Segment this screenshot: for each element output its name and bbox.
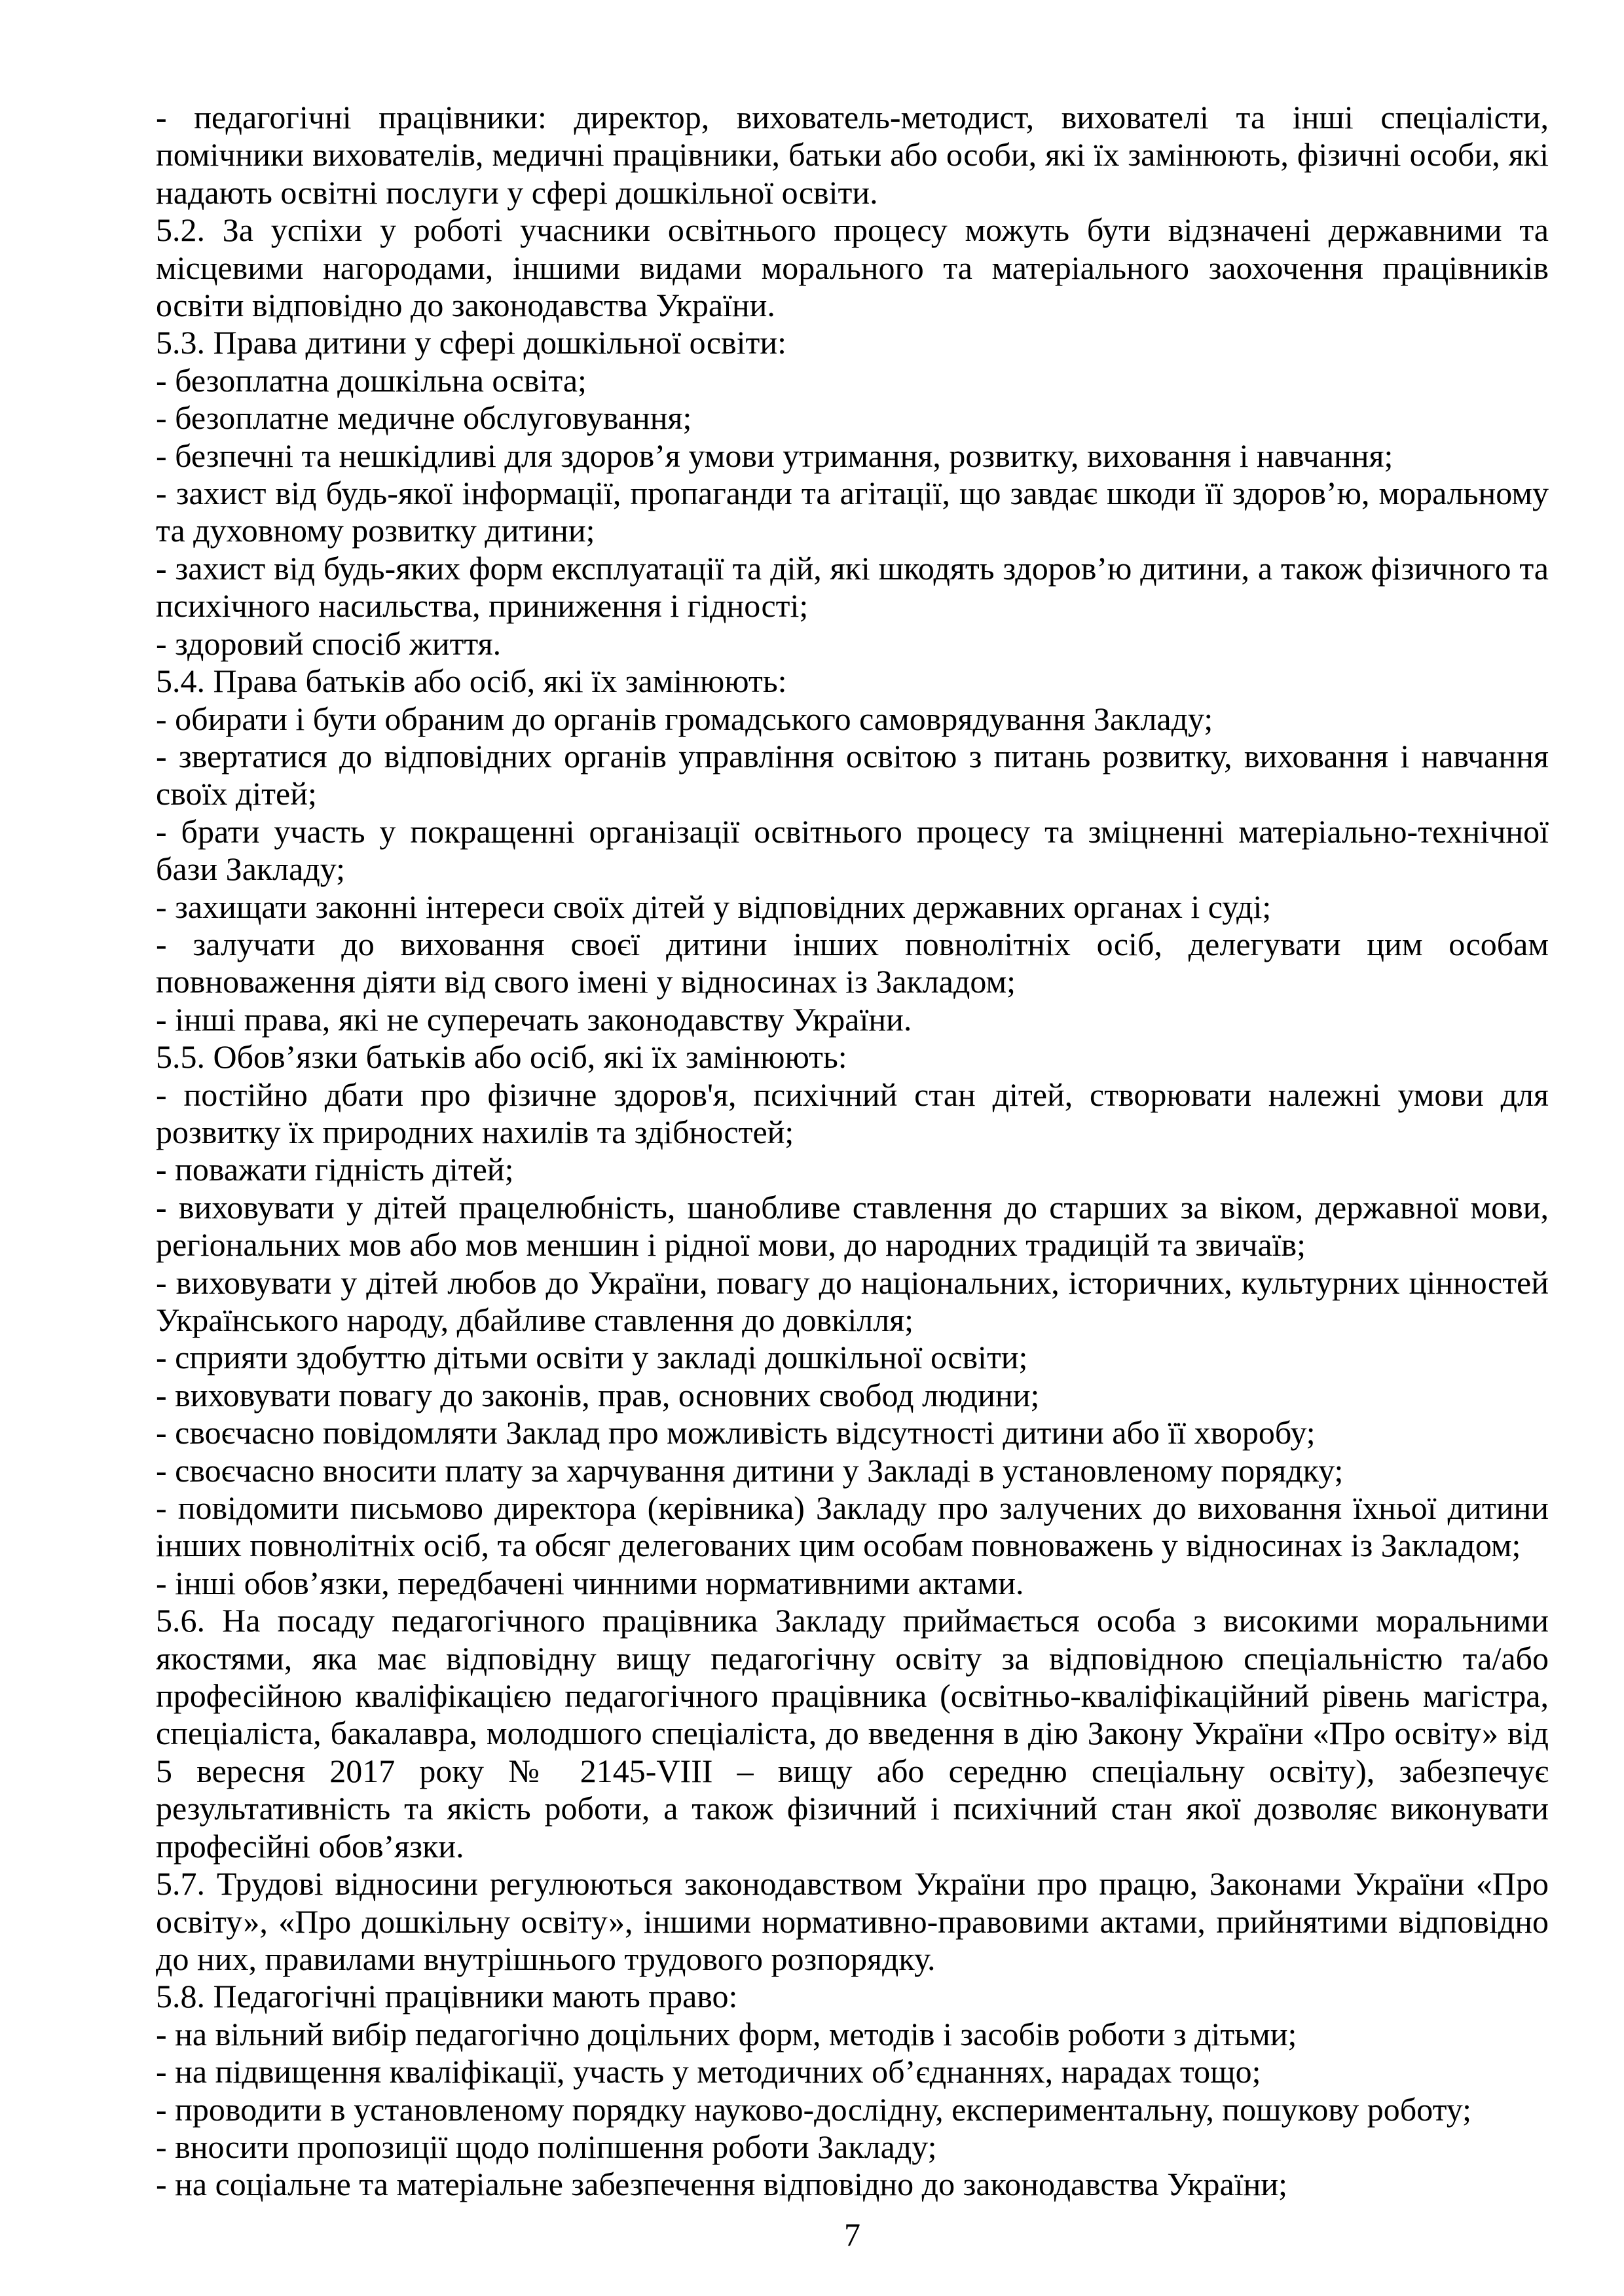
section-paragraph: 5.8. Педагогічні працівники мають право: <box>156 1978 738 2015</box>
list-item: - на соціальне та матеріальне забезпечення відповідно до законодавства України; <box>156 2166 1288 2203</box>
section-paragraph: 5.7. Трудові відносини регулюються законодавством України про працю, Законами України «Про освіту», «Про дошкільну освіту», іншими нормативно-правовими актами, прийнятими відповідно до них, правилами внутрішнього трудового розпорядку. <box>156 1865 1549 1977</box>
list-item: - сприяти здобуттю дітьми освіти у закладі дошкільної освіти; <box>156 1339 1028 1376</box>
list-item: - обирати і бути обраним до органів громадського самоврядування Закладу; <box>156 700 1213 737</box>
list-item: - вносити пропозиції щодо поліпшення роботи Закладу; <box>156 2128 937 2165</box>
list-item: - виховувати у дітей любов до України, повагу до національних, історичних, культурних цінностей Українського народу, дбайливе ставлення до довкілля; <box>156 1264 1549 1338</box>
list-item: - повідомити письмово директора (керівника) Закладу про залучених до виховання їхньої дитини інших повнолітніх осіб, та обсяг делегованих цим особам повноважень у відносинах із Закладом; <box>156 1489 1549 1564</box>
list-item: - залучати до виховання своєї дитини інших повнолітніх осіб, делегувати цим особам повноваження діяти від свого імені у відносинах із Закладом; <box>156 925 1549 1000</box>
list-item: - інші права, які не суперечать законодавству України. <box>156 1000 912 1038</box>
list-item: - виховувати повагу до законів, прав, основних свобод людини; <box>156 1376 1040 1413</box>
list-item: - педагогічні працівники: директор, вихователь-методист, вихователі та інші спеціалісти, помічники вихователів, медичні працівники, батьки або особи, які їх замінюють, фізичні особи, які надають освітні послуги у сфері дошкільної освіти. <box>156 99 1549 211</box>
list-item: - здоровий спосіб життя. <box>156 625 502 662</box>
list-item: - безоплатне медичне обслуговування; <box>156 399 692 437</box>
list-item: - постійно дбати про фізичне здоров'я, психічний стан дітей, створювати належні умови для розвитку їх природних нахилів та здібностей; <box>156 1076 1549 1150</box>
list-item: - на вільний вибір педагогічно доцільних форм, методів і засобів роботи з дітьми; <box>156 2015 1297 2052</box>
document-body <box>156 99 1549 2204</box>
list-item: - поважати гідність дітей; <box>156 1151 514 1188</box>
list-item: - проводити в установленому порядку науково-дослідну, експериментальну, пошукову роботу; <box>156 2090 1472 2128</box>
list-item: - брати участь у покращенні організації освітнього процесу та зміцненні матеріально-технічної бази Закладу; <box>156 812 1549 888</box>
section-paragraph: 5.3. Права дитини у сфері дошкільної освіти: <box>156 324 787 361</box>
list-item: - своєчасно вносити плату за харчування дитини у Закладі в установленому порядку; <box>156 1451 1344 1489</box>
list-item: - захист від будь-якої інформації, пропаганди та агітації, що завдає шкоди її здоров’ю, моральному та духовному розвитку дитини; <box>156 475 1549 549</box>
list-item: - безоплатна дошкільна освіта; <box>156 361 587 399</box>
section-paragraph: 5.4. Права батьків або осіб, які їх замінюють: <box>156 663 787 700</box>
section-paragraph: 5.6. На посаду педагогічного працівника Закладу приймається особа з високими моральними якостями, яка має відповідну вищу педагогічну освіту за відповідною спеціальністю та/або професійною кваліфікацією педагогічного працівника (освітньо-кваліфікаційний рівень магістра, спеціаліста, бакалавра, молодшого спеціаліста, до введення в дію Закону України «Про освіту» від 5 вересня 2017 року № 2145-VIII – вищу або середню спеціальну освіту), забезпечує результативність та якість роботи, а також фізичний і психічний стан якої дозволяє виконувати професійні обов’язки. <box>156 1602 1549 1865</box>
page-number: 7 <box>844 2216 860 2253</box>
list-item: - на підвищення кваліфікації, участь у методичних об’єднаннях, нарадах тощо; <box>156 2053 1261 2090</box>
list-item: - звертатися до відповідних органів управління освітою з питань розвитку, виховання і навчання своїх дітей; <box>156 737 1549 812</box>
section-paragraph: 5.5. Обов’язки батьків або осіб, які їх замінюють: <box>156 1038 847 1076</box>
list-item: - безпечні та нешкідливі для здоров’я умови утримання, розвитку, виховання і навчання; <box>156 437 1393 474</box>
list-item: - своєчасно повідомляти Заклад про можливість відсутності дитини або її хворобу; <box>156 1414 1316 1451</box>
list-item: - виховувати у дітей працелюбність, шанобливе ставлення до старших за віком, державної мови, регіональних мов або мов меншин і рідної мови, до народних традицій та звичаїв; <box>156 1188 1549 1264</box>
list-item: - захищати законні інтереси своїх дітей у відповідних державних органах і суді; <box>156 888 1272 925</box>
list-item: - інші обов’язки, передбачені чинними нормативними актами. <box>156 1564 1024 1601</box>
section-paragraph: 5.2. За успіхи у роботі учасники освітнього процесу можуть бути відзначені державними та місцевими нагородами, іншими видами морального та матеріального заохочення працівників освіти відповідно до законодавства України. <box>156 211 1549 324</box>
list-item: - захист від будь-яких форм експлуатації та дій, які шкодять здоров’ю дитини, а також фізичного та психічного насильства, приниження і гідності; <box>156 549 1549 625</box>
